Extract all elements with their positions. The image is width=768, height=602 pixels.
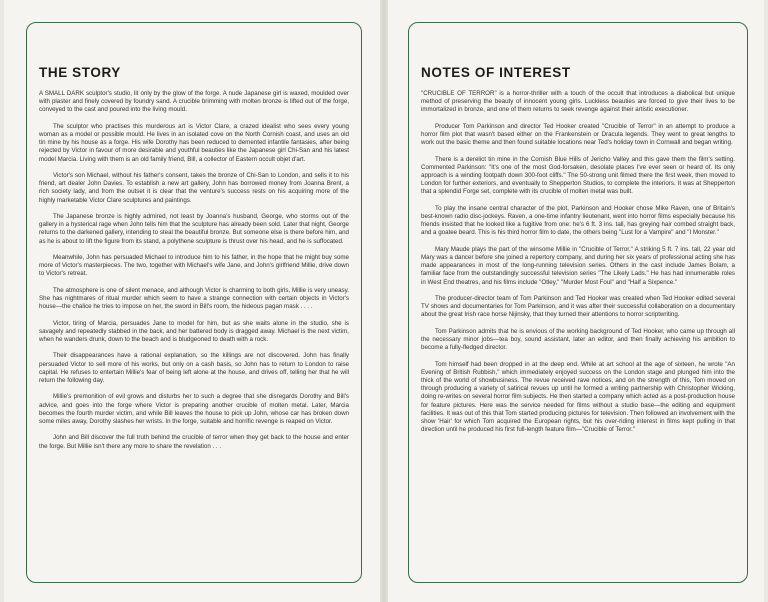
story-paragraph: Millie's premonition of evil grows and disturbs her to such a degree that she disregards Dorothy and Bill's advice, and goes into the forge where Victor is preparing another crucible of molten metal. Later, Marcia becomes the fourth murder victim, and while Bill leaves the house to pick up John, whose car has broken down some miles away, Dorothy slashes her wrists. In the forge, suitable and horrific revenge is reaped on Victor. xyxy=(39,393,349,425)
story-body xyxy=(39,90,349,451)
story-paragraph: Victor, tiring of Marcia, persuades Jane to model for him, but as she waits alone in the studio, she is savagely and repeatedly stabbed in the back, and her battered body is dragged away. Michael is the next victim, when he wanders drunk, down to the beach and is bludgeoned to death with a rock. xyxy=(39,319,349,343)
left-page xyxy=(4,0,380,602)
story-paragraph: Meanwhile, John has persuaded Michael to introduce him to his father, in the hope that he might buy some more of Victor's masterpieces. The two, together with Michael's wife Jane, and John's girlfriend Millie, drive down to Victor's retreat. xyxy=(39,254,349,278)
story-title: THE STORY xyxy=(39,65,121,80)
notes-paragraph: Tom Parkinson admits that he is envious of the working background of Ted Hooker, who came up through all the necessary minor jobs—tea boy, sound assistant, later an editor, and then finally achieving his ambition to become a fully-fledged director. xyxy=(421,327,735,352)
notes-paragraph: There is a derelict tin mine in the Cornish Blue Hills of Jericho Valley and this gave them the film's setting. Commented Parkinson: "It's one of the most God-forsaken, desolate places I've ever seen or heard of. Its only approach is a winding footpath down 300-foot cliffs." The 50-strong unit filmed there the first week, then moved to London for further exteriors, and eventually to Shepperton Studios, to complete the interiors. It was at Shepperton that a splendid Forge set, complete with its crucible of molten metal was built. xyxy=(421,155,735,196)
right-page xyxy=(388,0,764,602)
right-page-frame xyxy=(408,22,748,583)
left-page-frame xyxy=(26,22,362,583)
notes-paragraph: To play the insane central character of the plot, Parkinson and Hooker chose Mike Raven, one of Britain's best-known radio disc-jockeys. Raven, a one-time infantry lieutenant, went into horror films especially because his friends insisted that he looked like a fugitive from one: he's 6 ft. 3 ins. tall, has greying hair combed straight back, and a goatee beard. This is his third horror film to date, the others being "Lust for a Vampire" and "I Monster." xyxy=(421,204,735,237)
story-paragraph: The sculptor who practises this murderous art is Victor Clare, a crazed idealist who sees every young woman as a model or possible mould. He lives in an isolated cove on the North Cornish coast, and uses an old tin mine by his house as a forge. His wife Dorothy has been reduced to demented infantile fantasies, after being rejected by Victor in favour of more desirable and youthful beauties like the Japanese girl Chi-San and his latest model Marcia. Living with them is an old family friend, Bill, a collector of Eastern occult objet d'art. xyxy=(39,122,349,163)
story-paragraph: The atmosphere is one of silent menace, and although Victor is charming to both girls, Millie is very uneasy. She has nightmares of ritual murder which seem to have a strange connection with certain objects in Victor's house—the chalice he tries to impose on her, the sword in Bill's room, the hideous pagan mask . . . . xyxy=(39,286,349,311)
story-paragraph: A SMALL DARK sculptor's studio, lit only by the glow of the forge. A nude Japanese girl is waxed, moulded over with plaster and finely covered by foundry sand. A crucible brimming with molten bronze is lifted out of the forge, conveyed to the cast and poured into the living mould. xyxy=(39,90,349,114)
notes-paragraph: "CRUCIBLE OF TERROR" is a horror-thriller with a touch of the occult that introduces a diabolical but unique method of preserving the beauty of innocent young girls. Luckless beauties are forced to give their lives to be immortalized in bronze, and one of them returns to seek revenge against their artistic executioner. xyxy=(421,90,735,114)
story-paragraph: John and Bill discover the full truth behind the crucible of terror when they get back to the house and enter the forge. But Millie isn't there any more to share the revelation . . . xyxy=(39,434,349,450)
notes-title: NOTES OF INTEREST xyxy=(421,65,571,80)
story-paragraph: The Japanese bronze is highly admired, not least by Joanna's husband, George, who storms out of the gallery in a hysterical rage when John tells him that the sculpture has already been sold. Later that night, George returns to the darkened gallery, intending to steal the beautiful bronze. But someone else is there before him, and as he is about to lift the figure from its stand, a polythene sculpture is thrust over his head, and he is suffocated. xyxy=(39,213,349,245)
notes-body xyxy=(421,90,735,434)
story-paragraph: Victor's son Michael, without his father's consent, takes the bronze of Chi-San to London, and sells it to his friend, art dealer John Davies. To establish a new art gallery, John has borrowed money from Joanna Brent, a rich society lady, and from the outset it is clear that the venture's success rests on his acquiring more of the highly marketable Victor Clare sculptures and paintings. xyxy=(39,172,349,204)
notes-paragraph: The producer-director team of Tom Parkinson and Ted Hooker was created when Ted Hooker edited several TV shows and documentaries for Tom Parkinson, and it was after their successful collaboration on a documentary about the great Irish race horse Nijinsky, that they turned their attentions to horror scriptwriting. xyxy=(421,295,735,319)
notes-paragraph: Mary Maude plays the part of the winsome Millie in "Crucible of Terror." A striking 5 ft. 7 ins. tall, 22 year old Mary was a dancer before she joined a repertory company, and during her six years of professional acting she has made appearances in most of the long-running television series. Others in the cast include James Bolam, a familiar face from the outstandingly successful television series "The Likely Lads." He has had innumerable roles in West End theatres, and his films include "Otley," "Murder Most Foul" and "Half a Sixpence." xyxy=(421,245,735,286)
notes-paragraph: Producer Tom Parkinson and director Ted Hooker created "Crucible of Terror" in an attempt to produce a horror film plot that wasn't based either on the Frankenstein or Dracula legends. They went to great lengths to work out the basic theme and then found suitable locations near Ted's holiday town in Cornwall and began writing. xyxy=(421,122,735,147)
page-fold xyxy=(380,0,388,602)
notes-paragraph: Tom himself had been dropped in at the deep end. While at art school at the age of sixteen, he wrote "An Evening of British Rubbish," which immediately enjoyed success on the London stage and plunged him into the thick of the world of showbusiness. The revue received rave notices, and on the strength of this, Tom moved on through producing a variety of satirical revues up until he formed a writing partnership with Christopher Wicking, doing re-writes on several horror film subjects. He then started a company which acted as a post-production house for feature pictures. Here was the service needed for films without a studio base—the editing and equipment facilities. It was out of this that Tom started producing pictures for television. Then followed an involvement with the show 'Hair' for which Tom acquired the European rights, but his over-riding interest in films kept pulling in that direction until he produced his first full-length feature film—"Crucible of Terror." xyxy=(421,360,735,434)
story-paragraph: Their disappearances have a rational explanation, so the killings are not discovered. John has finally persuaded Victor to sell more of his works, but only on a cash basis, so John has to return to London to raise capital. He refuses to entertain Millie's fear of being left alone at the house, and drives off, telling her that he will return the following day. xyxy=(39,352,349,384)
